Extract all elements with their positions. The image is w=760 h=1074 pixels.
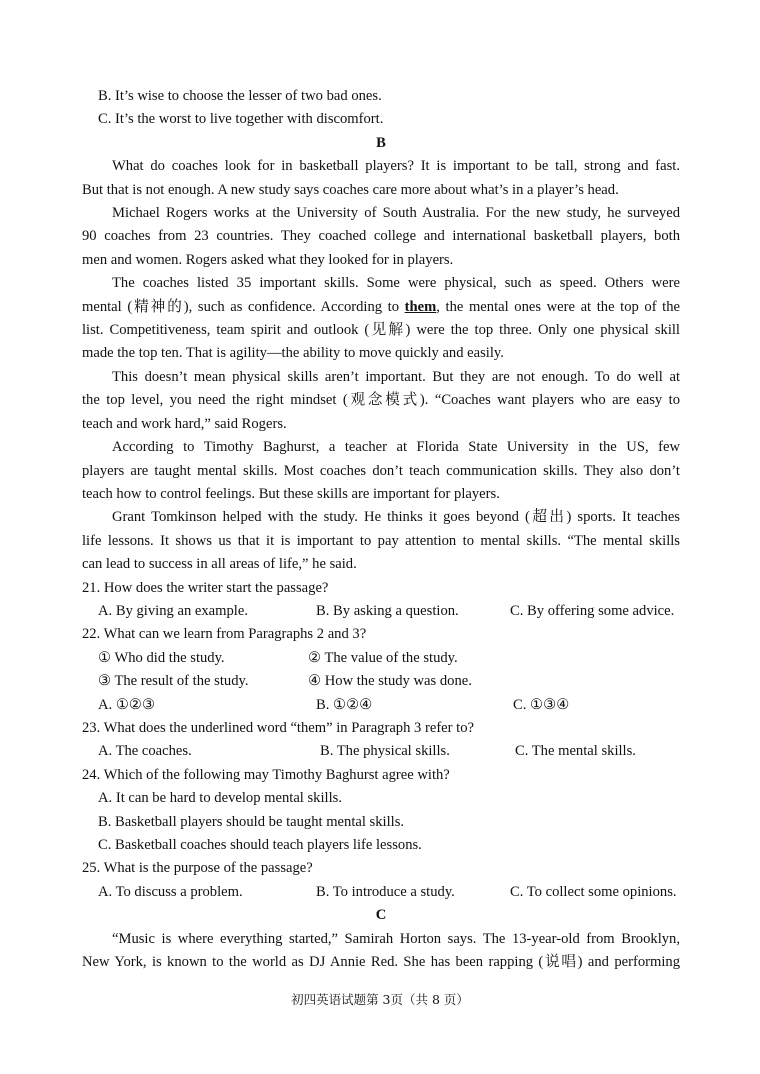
paragraph-6-line-1: Grant Tomkinson helped with the study. He thinks it goes beyond (超出) sports. It teaches xyxy=(112,509,680,526)
page-footer: 初四英语试题第 3页（共 8 页） xyxy=(291,992,469,1007)
question-25: 25. What is the purpose of the passage? xyxy=(82,860,313,877)
q22-item-4: ④ How the study was done. xyxy=(308,673,472,690)
paragraph-6-line-2: life lessons. It shows us that it is important to pay attention to mental skills. “The mental skills xyxy=(82,532,680,549)
question-21: 21. How does the writer start the passage? xyxy=(82,579,329,596)
exam-content xyxy=(82,85,680,974)
paragraph-3-line-4: made the top ten. That is agility—the ability to move quickly and easily. xyxy=(82,345,504,362)
q22-item-1: ① Who did the study. xyxy=(98,649,225,666)
paragraph-4-line-3: teach and work hard,” said Rogers. xyxy=(82,415,287,432)
paragraph-6-line-3: can lead to success in all areas of life,” he said. xyxy=(82,556,357,573)
q21-option-b: B. By asking a question. xyxy=(316,602,459,619)
paragraph-5-line-1: According to Timothy Baghurst, a teacher at Florida State University in the US, few xyxy=(112,439,680,456)
question-21-options xyxy=(82,600,680,623)
paragraph-3-line-1: The coaches listed 35 important skills. Some were physical, such as speed. Others were xyxy=(112,275,680,292)
question-23-options xyxy=(82,740,680,763)
question-22-options xyxy=(82,694,680,717)
paragraph-1-line-1: What do coaches look for in basketball players? It is important to be tall, strong and fast. xyxy=(112,158,680,175)
q24-option-b: B. Basketball players should be taught mental skills. xyxy=(98,813,405,830)
section-c-heading: C xyxy=(375,907,387,924)
paragraph-1-line-2: But that is not enough. A new study says coaches care more about what’s in a player’s head. xyxy=(82,181,619,198)
q25-option-a: A. To discuss a problem. xyxy=(98,883,243,900)
paragraph-2-line-2: 90 coaches from 23 countries. They coached college and international basketball players, both xyxy=(82,228,680,245)
q22-option-a: A. ①②③ xyxy=(98,696,156,713)
q24-option-c: C. Basketball coaches should teach players life lessons. xyxy=(98,837,422,853)
paragraph-3-line-3: list. Competitiveness, team spirit and outlook (见解) were the top three. Only one physical skill xyxy=(82,322,680,339)
question-22-items-row-1 xyxy=(82,647,680,670)
option-b-line: B. It’s wise to choose the lesser of two bad ones. xyxy=(98,88,382,104)
q22-option-b: B. ①②④ xyxy=(316,696,373,713)
q22-item-2: ② The value of the study. xyxy=(308,649,458,666)
paragraph-4-line-1: This doesn’t mean physical skills aren’t important. But they are not enough. To do well at xyxy=(112,368,680,385)
question-23: 23. What does the underlined word “them” in Paragraph 3 refer to? xyxy=(82,719,475,736)
q22-option-c: C. ①③④ xyxy=(513,696,570,713)
option-c-line: C. It’s the worst to live together with discomfort. xyxy=(98,111,384,128)
q22-item-3: ③ The result of the study. xyxy=(98,673,249,690)
underlined-word-them: them xyxy=(404,298,437,315)
paragraph-3-line-2-end: , the mental ones were at the top of the xyxy=(436,298,680,315)
paragraph-5-line-2: players are taught mental skills. Most coaches don’t teach communication skills. They also don’t xyxy=(82,462,680,479)
paragraph-2-line-3: men and women. Rogers asked what they looked for in players. xyxy=(82,251,454,268)
question-22-items-row-2 xyxy=(82,670,680,693)
q24-option-a: A. It can be hard to develop mental skills. xyxy=(98,790,342,807)
section-b-heading: B xyxy=(376,134,386,151)
q23-option-a: A. The coaches. xyxy=(98,743,192,760)
q23-option-b: B. The physical skills. xyxy=(320,743,450,760)
q25-option-b: B. To introduce a study. xyxy=(316,883,455,900)
question-25-options xyxy=(82,881,680,904)
passage-c-line-2: New York, is known to the world as DJ Annie Red. She has been rapping (说唱) and performing xyxy=(82,954,680,971)
q21-option-a: A. By giving an example. xyxy=(98,602,248,619)
question-22: 22. What can we learn from Paragraphs 2 and 3? xyxy=(82,626,367,643)
paragraph-3-line-2-start: mental (精神的), such as confidence. According to xyxy=(82,298,405,315)
paragraph-4-line-2: the top level, you need the right mindset (观念模式). “Coaches want players who are easy to xyxy=(82,392,680,409)
question-24: 24. Which of the following may Timothy Baghurst agree with? xyxy=(82,766,450,783)
paragraph-2-line-1: Michael Rogers works at the University of South Australia. For the new study, he surveyed xyxy=(112,205,680,222)
q23-option-c: C. The mental skills. xyxy=(515,743,636,760)
q21-option-c: C. By offering some advice. xyxy=(510,602,675,619)
paragraph-3-line-2 xyxy=(82,296,680,319)
q25-option-c: C. To collect some opinions. xyxy=(510,883,677,900)
passage-c-line-1: “Music is where everything started,” Samirah Horton says. The 13-year-old from Brooklyn, xyxy=(112,930,680,947)
paragraph-5-line-3: teach how to control feelings. But these skills are important for players. xyxy=(82,485,500,502)
